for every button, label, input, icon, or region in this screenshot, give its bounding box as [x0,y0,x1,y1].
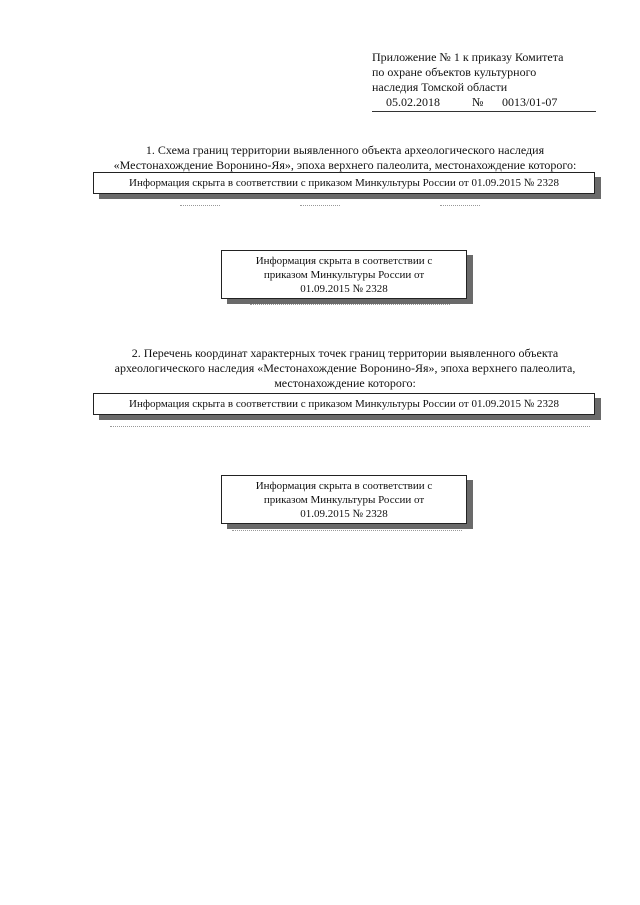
order-number: 0013/01-07 [502,95,558,109]
header-line-3: наследия Томской области [372,80,508,94]
notice-line-1: Информация скрыта в соответствии с [255,480,433,492]
section-2-heading-line-2: археологического наследия «Местонахождение Воронино-Яя», эпоха верхнего палеолита, [114,361,576,375]
section-1-heading-line-2: «Местонахождение Воронино-Яя», эпоха верхнего палеолита, местонахождение которого: [113,158,577,172]
number-sign: № [472,95,484,109]
dotted-artifact [300,205,340,207]
section-2-heading-line-3: местонахождение которого: [274,376,416,390]
dotted-artifact [440,205,480,207]
dotted-artifact [232,530,462,532]
notice-line-3: 01.09.2015 № 2328 [300,283,388,295]
header-date-number-line [372,95,596,112]
header-line-1: Приложение № 1 к приказу Комитета [372,50,564,64]
notice-line-2: приказом Минкультуры России от [263,269,425,281]
section-2-hidden-info-notice: Информация скрыта в соответствии с приказом Минкультуры России от 01.09.2015 № 2328 [93,393,595,415]
section-1-hidden-scheme-notice [221,250,467,299]
section-2-heading-line-1: 2. Перечень координат характерных точек границ территории выявленного объекта [131,346,559,360]
order-date: 05.02.2018 [386,95,440,109]
section-1-heading-line-1: 1. Схема границ территории выявленного объекта археологического наследия [145,143,545,157]
dotted-artifact [250,304,450,306]
notice-line-2: приказом Минкультуры России от [263,494,425,506]
notice-line-3: 01.09.2015 № 2328 [300,508,388,520]
section-1-hidden-info-notice: Информация скрыта в соответствии с приказом Минкультуры России от 01.09.2015 № 2328 [93,172,595,194]
notice-line-1: Информация скрыта в соответствии с [255,255,433,267]
approval-header [372,50,602,112]
section-2-hidden-coordinates-notice [221,475,467,524]
dotted-artifact [180,205,220,207]
dotted-artifact [110,426,590,428]
section-2-heading [85,346,605,391]
section-1-heading [85,143,605,173]
header-line-2: по охране объектов культурного [372,65,537,79]
